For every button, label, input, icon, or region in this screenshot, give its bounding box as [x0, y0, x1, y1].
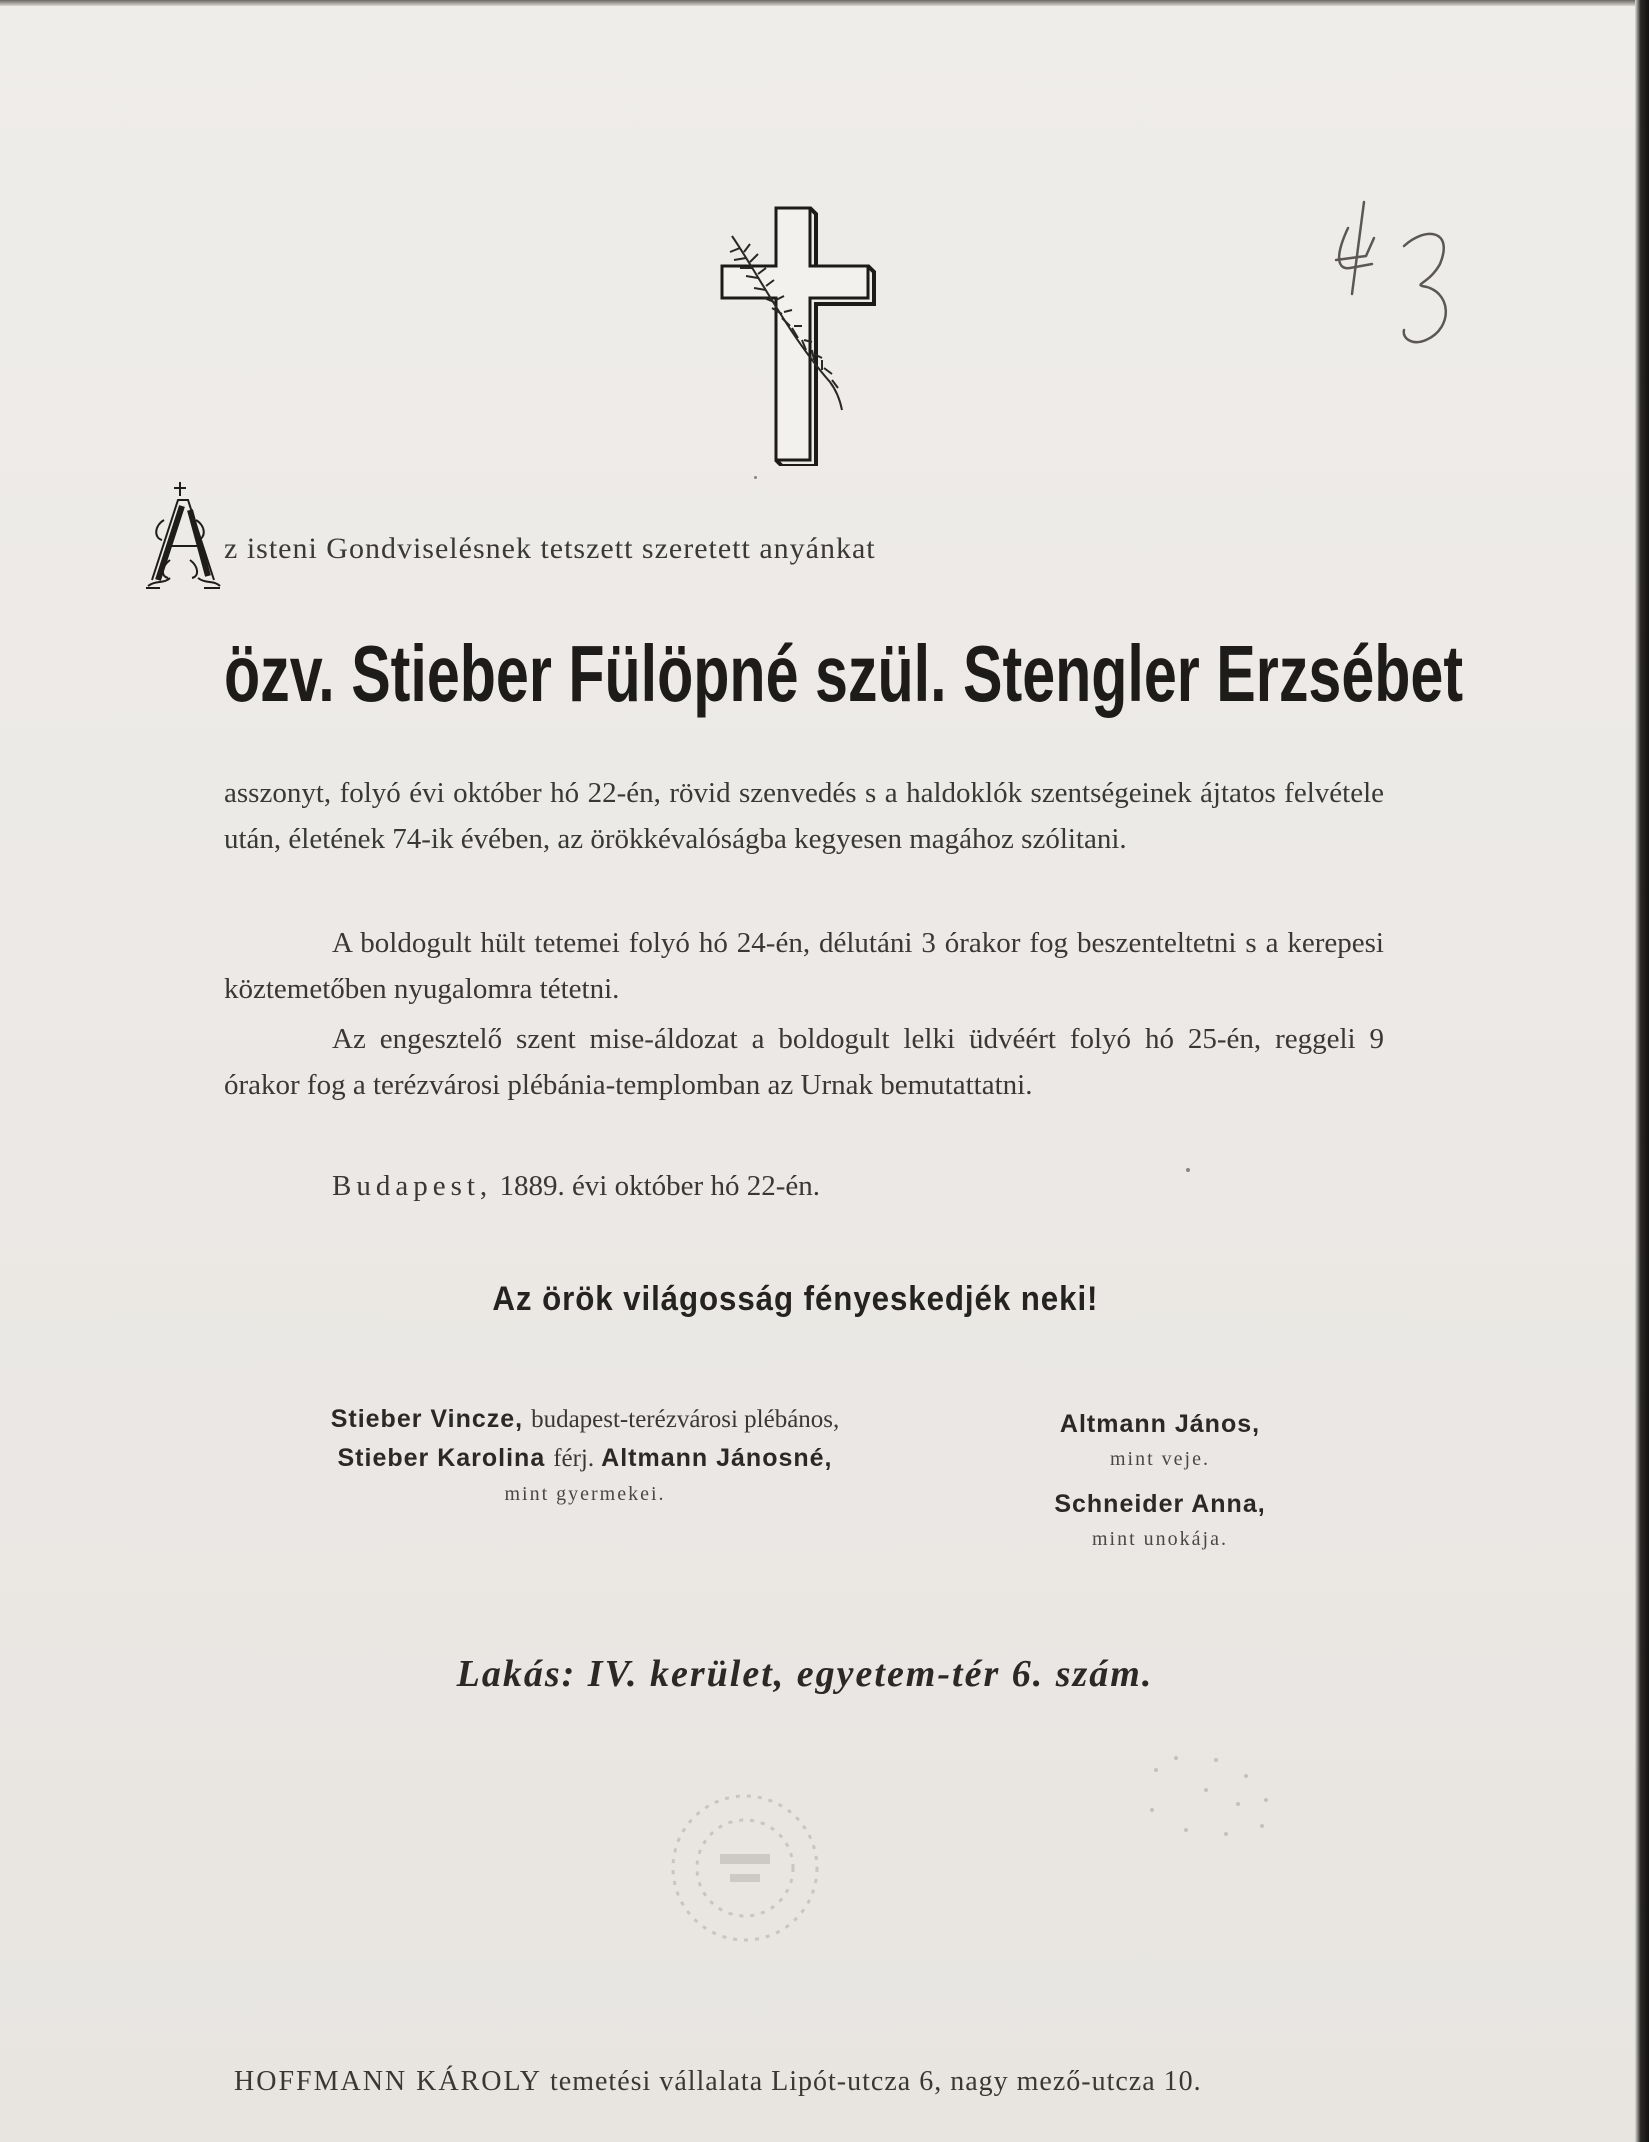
dateline — [332, 1170, 820, 1203]
signatory-name: Stieber Karolina — [337, 1444, 546, 1472]
prayer-line: Az örök világosság fényeskedjék neki! — [492, 1280, 1099, 1318]
signatory-name: Schneider Anna, — [1054, 1490, 1266, 1518]
signatory-line — [250, 1439, 920, 1478]
signatory-role: budapest-terézvárosi plébános, — [531, 1406, 840, 1433]
signatory-role: férj. — [553, 1445, 595, 1472]
signatory-name: Altmann Jánosné, — [601, 1444, 833, 1472]
signatory-note: mint gyermekei. — [504, 1483, 666, 1505]
residence-line: Lakás: IV. kerület, egyetem-tér 6. szám. — [456, 1653, 1154, 1695]
scan-edge-top — [0, 0, 1649, 6]
paragraph-mass-text: Az engesztelő szent mise-áldozat a boldogult lelki üdvéért folyó hó 25-én, reggeli 9 órakor fog a terézvárosi plébánia-templomban az Urnak bemutattatni. — [224, 1023, 1384, 1101]
footer-address: temetési vállalata Lipót-utcza 6, nagy mező-utcza 10. — [550, 2066, 1202, 2097]
footer-company: HOFFMANN KÁROLY — [234, 2066, 543, 2097]
paragraph-mass — [224, 1016, 1384, 1108]
signatory-line — [250, 1400, 920, 1439]
paper-speck — [754, 476, 757, 479]
printer-footer — [234, 2066, 1202, 2098]
signatories-right — [1010, 1405, 1310, 1555]
signatory-note: mint unokája. — [1092, 1528, 1228, 1550]
paragraph-death-notice: asszonyt, folyó évi október hó 22-én, rövid szenvedés s a haldoklók szentségeinek ájtatos felvétele után, életének 74-ik évében, az örökkévalóságba kegyesen magához szólitani. — [224, 777, 1384, 855]
signatory-name: Altmann János, — [1059, 1410, 1261, 1438]
dateline-date: 1889. évi október hó 22-én. — [499, 1170, 820, 1202]
scan-edge-right — [1635, 0, 1649, 2142]
intro-line: z isteni Gondviselésnek tetszett szeretett anyánkat — [224, 532, 876, 565]
signatory-note: mint veje. — [1110, 1448, 1210, 1470]
faded-stamp-small — [1126, 1730, 1286, 1860]
faded-stamp — [660, 1788, 830, 1948]
pencil-number-icon — [1330, 198, 1470, 358]
cross-icon — [718, 204, 880, 466]
pencil-number — [0, 0, 1, 1]
signatories-left — [250, 1400, 920, 1510]
signatory-name: Stieber Vincze, — [330, 1405, 524, 1433]
paragraph-burial-text: A boldogult hült tetemei folyó hó 24-én, délutáni 3 órakor fog beszenteltetni s a kerepesi köztemetőben nyugalomra tétetni. — [224, 927, 1384, 1005]
deceased-name: özv. Stieber Fülöpné szül. Stengler Erzsébet — [224, 629, 1464, 718]
dateline-city: Budapest, — [332, 1170, 493, 1202]
paper-speck — [1186, 1168, 1190, 1172]
ornamental-initial — [146, 480, 222, 590]
paragraph-burial — [224, 920, 1384, 1012]
